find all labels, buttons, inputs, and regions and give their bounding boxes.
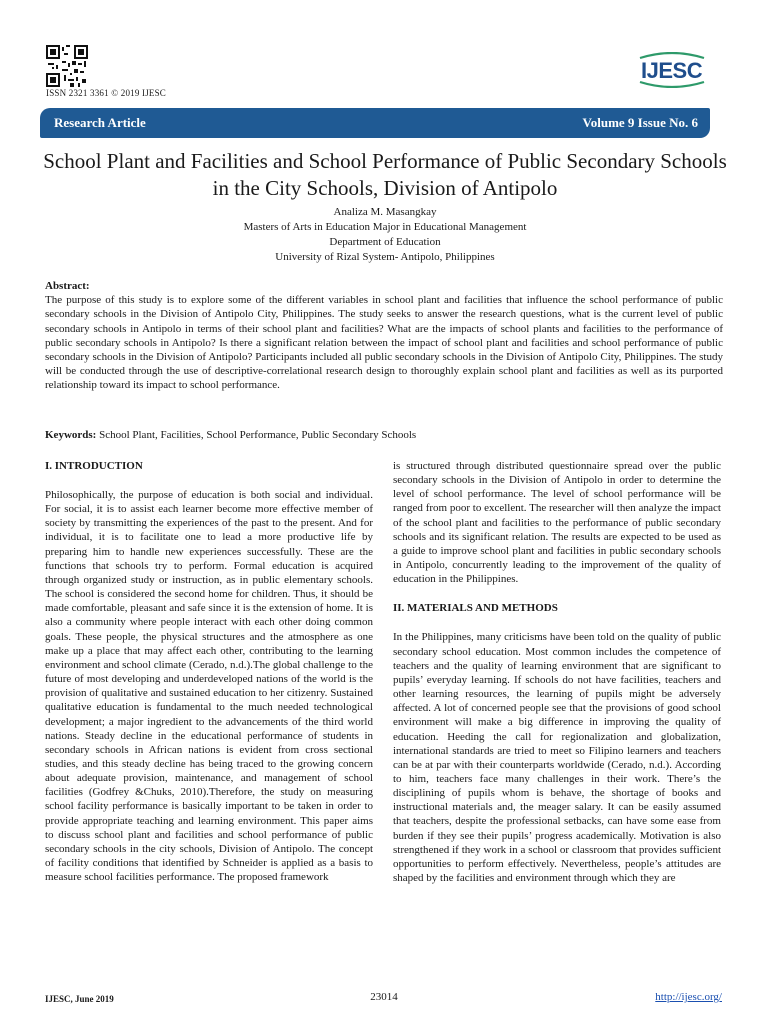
abstract-heading: Abstract: bbox=[45, 280, 90, 292]
methods-paragraph: In the Philippines, many criticisms have been told on the quality of public secondary school education. Most common includes the competence of teachers and the quality of learning environment that are significant to pupils’ everyday learning. If schools do not have facilities, teachers and other learning resources, the learning of pupils might be adversely affected. A lot of concerned people see that the provisions of good school environment will make a big difference in improving the quality of education. Heeding the call for regionalization and globalization, international standards are tried to meet so Filipino learners and teachers can be at par with their counterparts worldwide (Cerado, n.d.). According to him, teachers face many challenges in their work. There’s the disciplining of pupils whom is behave, the shortage of books and instructional materials and, the meager salary. It can be easily assumed that teachers, despite the professional setbacks, can have some ease from burden if they see their pupils’ progress academically. Motivation is also strengthened if they work in a school or classroom that provides sufficient opportunities to perform effectively. Nevertheless, people’s attitudes are shaped by the facilities and environment through which they are bbox=[393, 631, 721, 885]
keywords bbox=[45, 429, 723, 441]
article-banner bbox=[40, 108, 710, 138]
article-type: Research Article bbox=[54, 115, 146, 130]
logo-text: IJESC bbox=[641, 58, 703, 83]
author-program: Masters of Arts in Education Major in Educational Management bbox=[243, 221, 527, 233]
intro-paragraph: Philosophically, the purpose of education is both social and individual. For social, it is to assist each learner become more effective member of society by transmitting the experiences of the past to the present. And for individual, it is to facilitate one to lead a more productive life by preparing him to handle new experiences successfully. These are the functions that schools try to perform. Formal education is acquired through organized study or instruction, as in public elementary schools. The school is considered the second home for children. Thus, it should be made comfortable, pleasant and safe since it is the extension of home. It is also a community where people interact with each other doing common goals. These people, the physical structures and the atmosphere as one make up a place that may affect each other, contributing to the learning environment and school climate (Cerado, n.d.).The global challenge to the future of most developing and underdeveloped nations of the world is the provision of qualitative and sustained education to her citizenry. Sustained qualitative education is fundamental to the much needed technological development; a major ingredient to the advancements of the third world nations. Steady decline in the educational performance of students in secondary schools in African nations is evident from cross sectional studies, and this steady decline has being traced to the growing concern about adequate provision, maintenance, and management of school facilities (Godfrey &Chuks, 2010).Therefore, the study on measuring school facility performance is basically important to be taken in order to provide appropriate teaching and learning environment. This paper aims to discuss school plant and facilities and school performance of public secondary schools in the city schools, Division of Antipolo. The concept of facility conditions that identified by Schneider is applied as a basis to measure school facilities performance. The proposed framework bbox=[45, 489, 373, 884]
author-name: Analiza M. Masangkay bbox=[333, 206, 437, 218]
left-column bbox=[45, 459, 373, 884]
author-affiliation: University of Rizal System- Antipolo, Philippines bbox=[275, 251, 495, 263]
intro-heading: I. INTRODUCTION bbox=[45, 460, 143, 472]
footer-journal-date: IJESC, June 2019 bbox=[45, 994, 114, 1004]
qr-code-icon bbox=[46, 45, 88, 87]
page-number: 23014 bbox=[370, 991, 398, 1003]
methods-heading: II. MATERIALS AND METHODS bbox=[393, 602, 558, 615]
journal-link[interactable]: http://ijesc.org/ bbox=[655, 991, 722, 1003]
paper-title: School Plant and Facilities and School Performance of Public Secondary Schools in the City Schools, Division of Antipolo bbox=[43, 149, 727, 200]
keywords-text: School Plant, Facilities, School Performance, Public Secondary Schools bbox=[96, 429, 417, 441]
journal-logo bbox=[632, 52, 710, 88]
volume-issue: Volume 9 Issue No. 6 bbox=[582, 115, 698, 130]
abstract bbox=[45, 279, 723, 393]
intro-continuation: is structured through distributed questionnaire spread over the public secondary schools in the Division of Antipolo in order to determine the level of school performance. The level of school performance will be ranged from poor to excellent. The researcher will then analyze the impact of the school plant and facilities to the performance of public secondary schools and its significant relation. The results are expected to be used as a guide to improve school plant and facilities in public secondary schools in Antipolo, concurrently leading to the improvement of the quality of education in the Philippines. bbox=[393, 460, 721, 586]
keywords-label: Keywords: bbox=[45, 429, 97, 441]
right-column bbox=[393, 459, 721, 885]
author-department: Department of Education bbox=[329, 236, 441, 248]
author-block bbox=[40, 205, 730, 265]
abstract-text: The purpose of this study is to explore some of the different variables in school plant and facilities that influence the school performance of public secondary schools in the Division of Antipolo City, Philippines. The study seeks to answer the research questions, what is the current level of public secondary schools in Antipolo in terms of their school plant and facilities? What are the impacts of school plants and facilities to the performance of public secondary schools in Antipolo? Is there a significant relation between the impact of school plant and facilities and school performance of public secondary schools in the Division of Antipolo? Participants included all public secondary schools in the Division of Antipolo City, Philippines. The study will be conducted through the use of descriptive-correlational research design to thoroughly explain school plant and facilities as well as its purported relationship toward its impact to school performance. bbox=[45, 294, 723, 392]
issn-line: ISSN 2321 3361 © 2019 IJESC bbox=[46, 88, 167, 98]
